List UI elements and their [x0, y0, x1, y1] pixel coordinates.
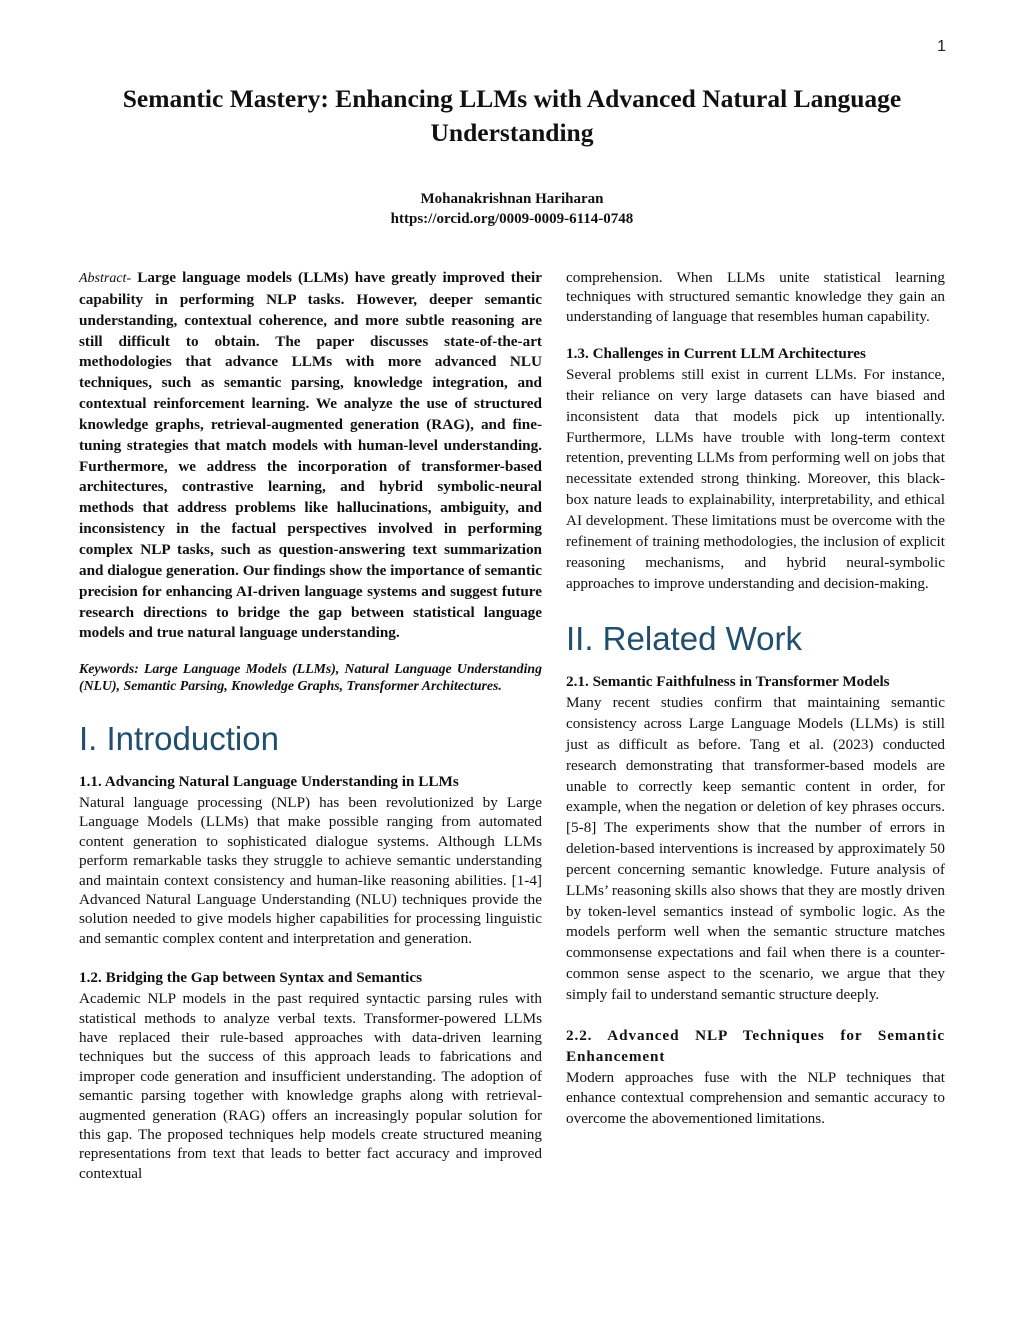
- right-column: [566, 268, 945, 1130]
- left-column: [79, 268, 542, 1183]
- paragraph-1-2-continued: comprehension. When LLMs unite statistical learning techniques with structured semantic knowledge they gain an understanding of language that resembles human capability.: [566, 269, 945, 325]
- keywords: Keywords: Large Language Models (LLMs), Natural Language Understanding (NLU), Semantic Parsing, Knowledge Graphs, Transformer Architectures.: [79, 661, 542, 694]
- paper-title: Semantic Mastery: Enhancing LLMs with Advanced Natural Language Understanding: [122, 84, 902, 147]
- subsection-heading-1-2: 1.2. Bridging the Gap between Syntax and Semantics: [79, 969, 423, 987]
- page-number: 1: [937, 38, 946, 55]
- section-heading-related-work: II. Related Work: [566, 620, 802, 658]
- abstract: [79, 268, 542, 644]
- paragraph-1-3: Several problems still exist in current LLMs. For instance, their reliance on very large datasets can have biased and inconsistent data that models pick up intentionally. Furthermore, LLMs have trouble with long-term context retention, preventing LLMs from performing well on jobs that necessitate extended strong thinking. Moreover, this black-box nature leads to explainability, interpretability, and ethical AI development. These limitations must be overcome with the refinement of training methodologies, the inclusion of explicit reasoning mechanisms, and hybrid neural-symbolic approaches to improve understanding and decision-making.: [566, 366, 945, 592]
- subsection-heading-1-1: 1.1. Advancing Natural Language Understanding in LLMs: [79, 773, 459, 791]
- subsection-heading-2-2: 2.2. Advanced NLP Techniques for Semantic Enhancement: [566, 1026, 945, 1065]
- author-block: [80, 189, 944, 229]
- subsection-heading-1-3: 1.3. Challenges in Current LLM Architectures: [566, 345, 866, 363]
- abstract-text: Large language models (LLMs) have greatly improved their capability in performing NLP tasks. However, deeper semantic understanding, contextual coherence, and more subtle reasoning are still difficult to obtain. The paper discusses state-of-the-art methodologies that advance LLMs with more advanced NLU techniques, such as semantic parsing, knowledge integration, and contextual reinforcement learning. We analyze the use of structured knowledge graphs, retrieval-augmented generation (RAG), and fine-tuning strategies that match models with human-level understanding. Furthermore, we address the incorporation of transformer-based architectures, contrastive learning, and hybrid symbolic-neural methods that address problems like hallucinations, ambiguity, and inconsistency in the factual perspectives involved in performing complex NLP tasks, such as question-answering text summarization and dialogue generation. Our findings show the importance of semantic precision for enhancing AI-driven language systems and suggest future research directions to bridge the gap between statistical language models and true natural language understanding.: [79, 269, 543, 642]
- author-name: Mohanakrishnan Hariharan: [420, 191, 604, 207]
- author-orcid: https://orcid.org/0009-0009-6114-0748: [390, 211, 634, 227]
- subsection-heading-2-1: 2.1. Semantic Faithfulness in Transformer Models: [566, 673, 890, 691]
- paragraph-1-1: Natural language processing (NLP) has been revolutionized by Large Language Models (LLMs) that make possible ranging from automated content generation to sophisticated dialogue systems. Although LLMs perform remarkable tasks they struggle to achieve semantic understanding and maintain context consistency and human-like reasoning abilities. [1-4] Advanced Natural Language Understanding (NLU) techniques provide the solution needed to give models higher capabilities for processing linguistic and semantic complex content and interpretation and generation.: [79, 794, 542, 947]
- section-heading-introduction: I. Introduction: [79, 720, 279, 758]
- paragraph-2-2: Modern approaches fuse with the NLP techniques that enhance contextual comprehension and semantic accuracy to overcome the abovementioned limitations.: [566, 1068, 945, 1128]
- paragraph-1-2: Academic NLP models in the past required syntactic parsing rules with statistical methods to analyze verbal texts. Transformer-powered LLMs have replaced their rule-based approaches with data-driven learning techniques but the success of this approach leads to fabrications and improper code generation and insufficient understanding. The adoption of semantic parsing together with knowledge graphs along with retrieval-augmented generation (RAG) offers an increasingly popular solution for this gap. The proposed techniques help models create structured meaning representations from text that leads to better fact accuracy and improved contextual: [79, 990, 542, 1182]
- paragraph-2-1: Many recent studies confirm that maintaining semantic consistency across Large Language Models (LLMs) is still just as difficult as before. Tang et al. (2023) conducted research demonstrating that transformer-based models are unable to correctly keep semantic content in order, for example, when the negation or deletion of key phrases occurs. [5-8] The experiments show that the number of errors in deletion-based interventions is increased by approximately 50 percent concerning semantic knowledge. Future analysis of LLMs’ reasoning skills also shows that they are mostly driven by token-level semantics instead of symbolic logic. As the models perform well when the semantic structure matches commonsense expectations and fail when there is a counter-common sense aspect to the scenario, we argue that they simply fail to understand semantic structure deeply.: [566, 694, 945, 1003]
- abstract-lead: Abstract-: [79, 271, 132, 286]
